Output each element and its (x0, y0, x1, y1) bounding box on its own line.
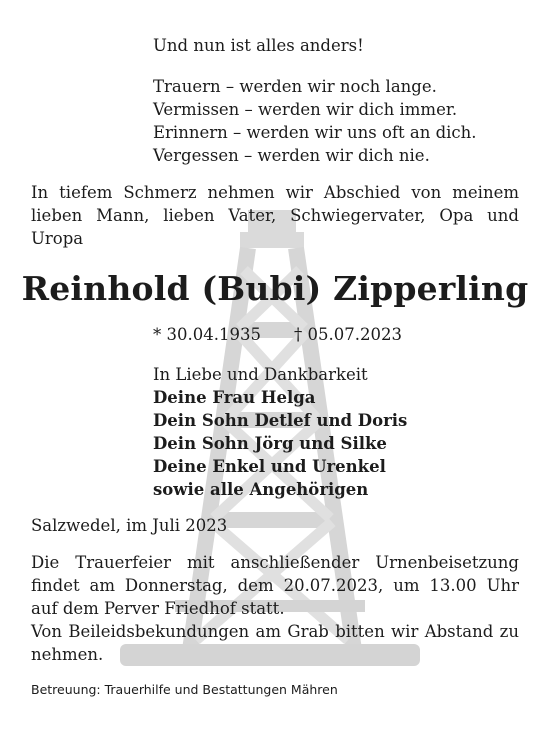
mourner-name: Deine Frau Helga (153, 388, 316, 407)
mourner-name: Dein Sohn Detlef und Doris (153, 411, 408, 430)
funeral-line: Von Beileidsbekundungen am Grab bitten wir Abstand zu (31, 622, 519, 641)
funeral-text (31, 551, 519, 666)
mourner-name: Dein Sohn Jörg und Silke (153, 434, 387, 453)
funeral-line: nehmen. (31, 645, 104, 664)
mourner-name: sowie alle Angehörigen (153, 480, 369, 499)
announcement-text (31, 181, 519, 250)
poem-line: Vermissen – werden wir dich immer. (153, 100, 458, 119)
birth-date: * 30.04.1935 (153, 325, 261, 344)
funeral-line: findet am Donnerstag, dem 20.07.2023, um 13.00 Uhr (31, 576, 519, 595)
funeral-line: Die Trauerfeier mit anschließender Urnenbeisetzung (31, 553, 519, 572)
mourners-intro: In Liebe und Dankbarkeit (153, 365, 368, 384)
announcement-line: Uropa (31, 229, 84, 248)
poem-intro: Und nun ist alles anders! (153, 36, 364, 55)
poem-line: Vergessen – werden wir dich nie. (153, 146, 430, 165)
announcement-line: In tiefem Schmerz nehmen wir Abschied von meinem (31, 183, 519, 202)
place-date: Salzwedel, im Juli 2023 (31, 516, 228, 535)
mourner-name: Deine Enkel und Urenkel (153, 457, 386, 476)
funeral-line: auf dem Perver Friedhof statt. (31, 599, 285, 618)
poem-line: Trauern – werden wir noch lange. (153, 77, 437, 96)
poem-line: Erinnern – werden wir uns oft an dich. (153, 123, 477, 142)
death-date: † 05.07.2023 (294, 325, 402, 344)
deceased-name: Reinhold (Bubi) Zipperling (21, 269, 529, 308)
footer-credit: Betreuung: Trauerhilfe und Bestattungen Mähren (31, 682, 338, 697)
announcement-line: lieben Mann, lieben Vater, Schwiegervater, Opa und (31, 206, 519, 225)
